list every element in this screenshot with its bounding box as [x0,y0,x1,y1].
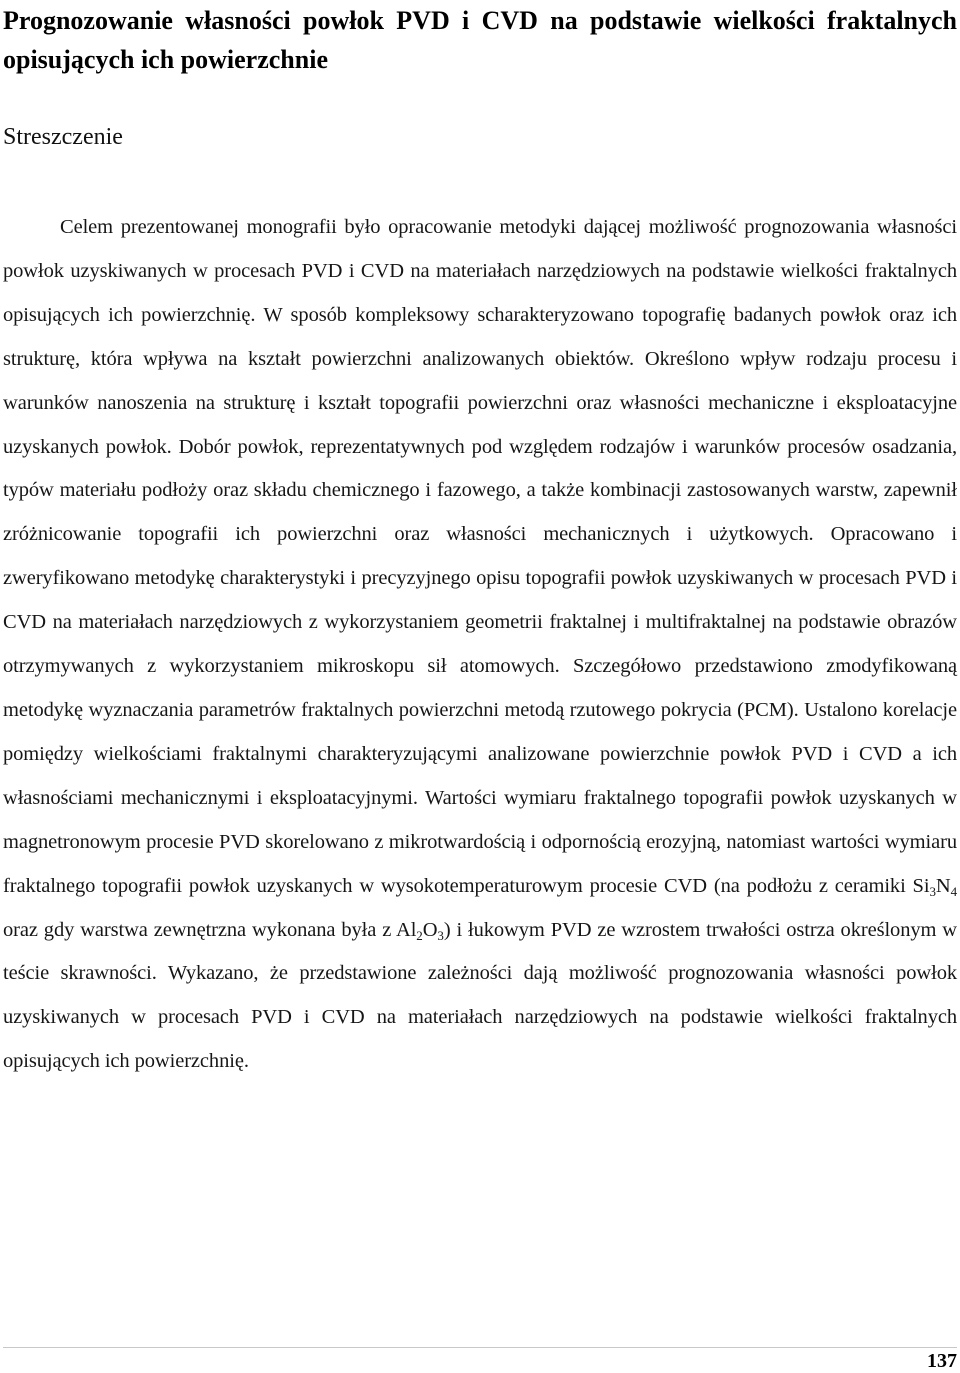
abstract-text: N [935,874,951,897]
subscript: 3 [437,927,444,943]
section-heading: Streszczenie [3,124,123,150]
document-title: Prognozowanie własności powłok PVD i CVD na podstawie wielkości fraktalnych opisujących ich powierzchnie [3,6,957,74]
abstract-text: ) i łukowym PVD ze wzrostem trwałości ostrza określonym w teście skrawności. Wykazano, że przedstawione zależności dają możliwość prognozowania własności powłok uzyskiwanych w procesach PVD i CVD na materiałach narzędziowych na podstawie wielkości fraktalnych opisujących ich powierzchnię. [3,918,957,1073]
footer-divider [3,1347,957,1348]
abstract-text: Celem prezentowanej monografii było opracowanie metodyki dającej możliwość prognozowania własności powłok uzyskiwanych w procesach PVD i CVD na materiałach narzędziowych na podstawie wielkości fraktalnych opisujących ich powierzchnię. W sposób kompleksowy scharakteryzowano topografię badanych powłok oraz ich strukturę, która wpływa na kształt powierzchni analizowanych obiektów. Określono wpływ rodzaju procesu i warunków nanoszenia na strukturę i kształt topografii powierzchni oraz własności mechaniczne i eksploatacyjne uzyskanych powłok. Dobór powłok, reprezentatywnych pod względem rodzajów i warunków procesów osadzania, typów materiału podłoży oraz składu chemicznego i fazowego, a także kombinacji zastosowanych warstw, zapewnił zróżnicowanie topografii ich powierzchni oraz własności mechanicznych i użytkowych. Opracowano i zweryfikowano metodykę charakterystyki i precyzyjnego opisu topografii powłok uzyskiwanych w procesach PVD i CVD na materiałach narzędziowych z wykorzystaniem geometrii fraktalnej i multifraktalnej na podstawie obrazów otrzymywanych z wykorzystaniem mikroskopu sił atomowych. Szczegółowo przedstawiono zmodyfikowaną metodykę wyznaczania parametrów fraktalnych powierzchni metodą rzutowego pokrycia (PCM). Ustalono korelacje pomiędzy wielkościami fraktalnymi charakteryzującymi analizowane powierzchnie powłok PVD i CVD a ich własnościami mechanicznymi i eksploatacyjnymi. Wartości wymiaru fraktalnego topografii powłok uzyskanych w magnetronowym procesie PVD skorelowano z mikrotwardością i odpornością erozyjną, natomiast wartości wymiaru fraktalnego topografii powłok uzyskanych w wysokotemperaturowym procesie CVD (na podłożu z ceramiki Si [3,216,957,897]
abstract-text: O [422,918,438,941]
subscript: 3 [929,883,936,899]
abstract-text: oraz gdy warstwa zewnętrzna wykonana była z Al [3,918,417,941]
page-number: 137 [927,1350,957,1372]
subscript: 2 [416,927,423,943]
document-page [3,0,957,1372]
subscript: 4 [950,883,957,899]
abstract-paragraph [3,206,957,1084]
